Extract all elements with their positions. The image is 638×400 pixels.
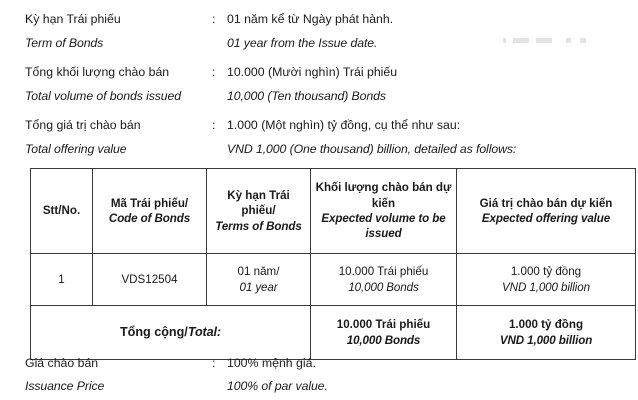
definition-colon-volume: : xyxy=(212,65,216,79)
table-row xyxy=(31,254,636,306)
definition-value-price-en: 100% of par value. xyxy=(227,379,328,393)
cell-bond-code-value: VDS12504 xyxy=(121,272,178,286)
cell-total-label-vn: Tổng cộng/ xyxy=(119,325,188,340)
definition-label-price-vn: Giá chào bán xyxy=(25,356,99,370)
cell-term-en: 01 year xyxy=(239,280,278,294)
table-header-no xyxy=(31,169,93,254)
definition-label-term-en: Term of Bonds xyxy=(25,36,104,50)
cell-volume-en: 10,000 Bonds xyxy=(348,280,419,294)
cell-total-volume-vn: 10.000 Trái phiếu xyxy=(336,318,431,332)
cell-total-label-en: Total: xyxy=(187,325,222,340)
definition-label-volume-vn: Tổng khối lượng chào bán xyxy=(25,65,170,79)
cell-volume xyxy=(311,254,457,306)
cell-term-vn: 01 năm/ xyxy=(237,265,280,279)
definition-colon-offering: : xyxy=(212,118,216,132)
definition-value-offering-vn: 1.000 (Một nghìn) tỷ đồng, cụ thể như sau: xyxy=(227,118,461,132)
definition-row-price-en xyxy=(0,375,638,398)
table-header-terms-vn: Kỳ hạn Trái phiếu/ xyxy=(227,188,290,218)
definition-row-volume-en xyxy=(0,85,638,108)
definition-value-volume-vn: 10.000 (Mười nghìn) Trái phiếu xyxy=(227,65,398,79)
offering-table xyxy=(30,168,636,360)
cell-value-en: VND 1,000 billion xyxy=(502,280,590,294)
definition-row-volume-vn xyxy=(0,61,638,84)
table-header-terms-en: Terms of Bonds xyxy=(215,219,302,233)
definition-label-volume-en: Total volume of bonds issued xyxy=(25,89,182,103)
cell-total-value-vn: 1.000 tỷ đồng xyxy=(508,318,584,332)
table-header-expected-volume-vn: Khối lượng chào bán dự kiến xyxy=(315,181,452,210)
table-header-code xyxy=(93,169,207,254)
definition-label-term-vn: Kỳ hạn Trái phiếu xyxy=(25,12,121,26)
definition-label-offering-vn: Tổng giá trị chào bán xyxy=(25,118,141,132)
table-header-expected-volume-en: Expected volume to be issued xyxy=(321,212,446,241)
definition-label-offering-en: Total offering value xyxy=(25,142,127,156)
definition-value-volume-en: 10,000 (Ten thousand) Bonds xyxy=(227,89,386,103)
table-header-expected-value-vn: Giá trị chào bán dự kiến xyxy=(479,196,613,210)
table-header-code-en: Code of Bonds xyxy=(108,212,191,225)
definition-row-offering-vn xyxy=(0,114,638,137)
cell-value xyxy=(457,254,636,306)
table-header-row xyxy=(31,169,636,254)
definition-value-term-vn: 01 năm kể từ Ngày phát hành. xyxy=(227,12,394,26)
definition-value-term-en: 01 year from the Issue date. xyxy=(227,36,378,50)
cell-no-value: 1 xyxy=(58,272,65,286)
table-header-no-vn: Stt/No. xyxy=(42,204,81,218)
definition-row-term-en xyxy=(0,32,638,55)
definition-colon-term: : xyxy=(212,12,216,26)
table-header-terms xyxy=(207,169,311,254)
definition-row-term-vn xyxy=(0,8,638,31)
table-header-expected-volume xyxy=(311,169,457,254)
definition-colon-price: : xyxy=(212,356,216,370)
cell-total-volume-en: 10,000 Bonds xyxy=(346,333,421,347)
cell-bond-code xyxy=(93,254,207,306)
cell-volume-vn: 10.000 Trái phiếu xyxy=(338,265,429,279)
definition-row-price-vn xyxy=(0,352,638,375)
cell-no xyxy=(31,254,93,306)
table-header-expected-value xyxy=(457,169,636,254)
cell-total-value-en: VND 1,000 billion xyxy=(499,333,593,347)
definition-value-price-vn: 100% mệnh giá. xyxy=(227,356,316,370)
definition-value-offering-en: VND 1,000 (One thousand) billion, detailed as follows: xyxy=(227,142,517,156)
table-header-code-vn: Mã Trái phiếu/ xyxy=(110,196,189,210)
table-header-expected-value-en: Expected offering value xyxy=(481,212,611,225)
definition-label-price-en: Issuance Price xyxy=(25,379,105,393)
cell-term xyxy=(207,254,311,306)
offering-table-wrapper xyxy=(30,168,613,347)
cell-value-vn: 1.000 tỷ đồng xyxy=(510,265,582,279)
definition-row-offering-en xyxy=(0,138,638,161)
